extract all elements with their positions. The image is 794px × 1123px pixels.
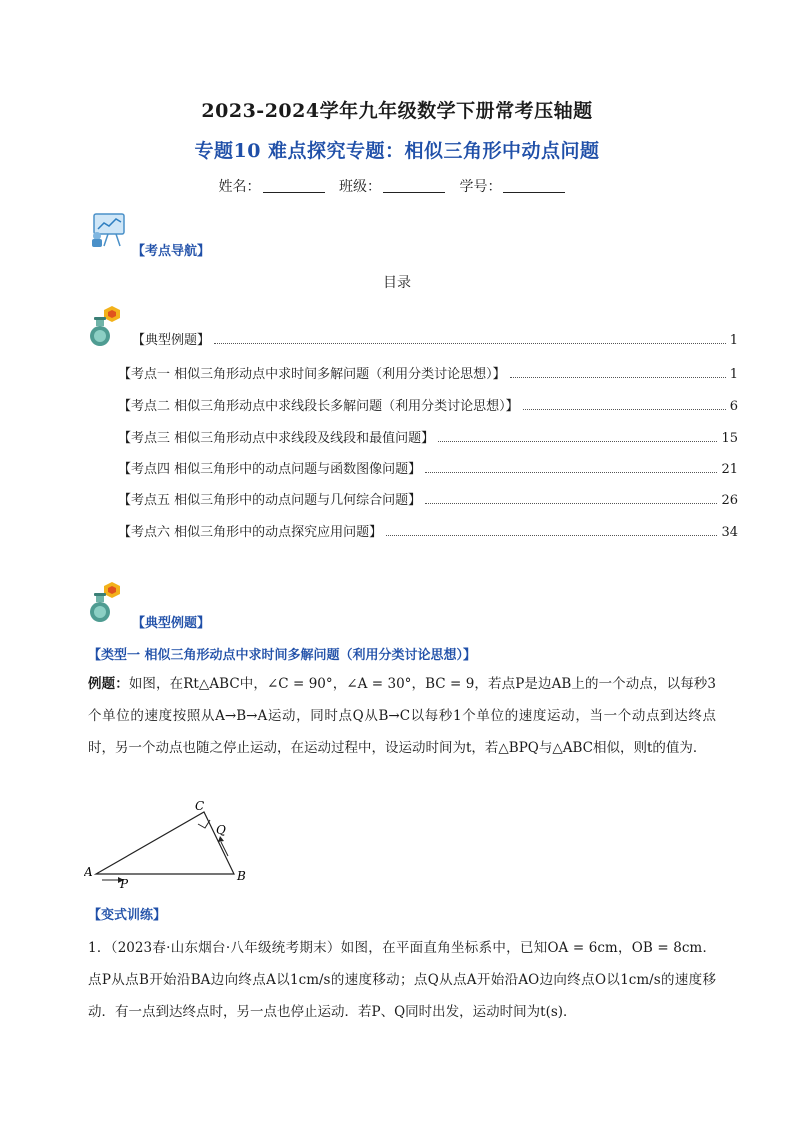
toc-item-page: 6	[729, 399, 738, 414]
presentation-board-icon	[88, 212, 128, 248]
toc-item-page: 21	[721, 462, 738, 477]
toc-item-page: 34	[721, 525, 738, 540]
example-prefix: 例题：	[88, 676, 129, 692]
label-B: B	[237, 869, 246, 883]
toc-item[interactable]	[118, 426, 738, 446]
toc-item-label: 【考点四 相似三角形中的动点问题与函数图像问题】	[118, 462, 422, 477]
triangle-figure	[84, 798, 264, 890]
toc-title: 目录	[383, 275, 411, 291]
document-subtitle: 专题10 难点探究专题：相似三角形中动点问题	[194, 140, 600, 162]
name-blank[interactable]	[263, 178, 325, 193]
document-title: 2023-2024学年九年级数学下册常考压轴题	[201, 100, 593, 122]
nav-label: 【考点导航】	[132, 244, 211, 259]
toc-item-label: 【考点一 相似三角形动点中求时间多解问题（利用分类讨论思想）】	[118, 367, 506, 382]
label-C: C	[195, 799, 205, 813]
toc-leader	[425, 471, 717, 473]
variant-label: 【变式训练】	[88, 908, 167, 923]
toc-item-label: 【考点六 相似三角形中的动点探究应用问题】	[118, 525, 383, 540]
toc-leader	[523, 408, 726, 410]
name-label: 姓名：	[218, 179, 261, 195]
toc-leader	[438, 440, 717, 442]
toc-leader	[386, 534, 717, 536]
toc-item-label: 【考点五 相似三角形中的动点问题与几何综合问题】	[118, 493, 422, 508]
class-label: 班级：	[339, 179, 381, 195]
toc-item-page: 15	[721, 431, 738, 446]
toc-item[interactable]	[118, 457, 738, 477]
id-label: 学号：	[459, 179, 502, 195]
toc-item[interactable]	[118, 362, 738, 382]
toc-leader	[214, 342, 726, 344]
toc-item-label: 【考点二 相似三角形动点中求线段长多解问题（利用分类讨论思想）】	[118, 399, 519, 414]
example-text: 如图，在Rt△ABC中，∠C = 90°，∠A = 30°，BC = 9，若点P是边AB上的一个动点，以每秒3个单位的速度按照从A→B→A运动，同时点Q从B→C以每秒1个单位的速度运动，当一个动点到达终点时，另一个动点也随之停止运动，在运动过程中，设运动时间为t，若△BPQ与△ABC相似，则t的值为．	[88, 676, 716, 756]
toc-item[interactable]	[118, 488, 738, 508]
example-paragraph	[88, 668, 716, 764]
toc-leader	[510, 376, 726, 378]
toc-item-label: 【考点三 相似三角形动点中求线段及线段和最值问题】	[118, 431, 435, 446]
label-P: P	[120, 877, 129, 890]
id-blank[interactable]	[503, 178, 565, 193]
toc-item[interactable]	[132, 328, 738, 348]
type-heading: 【类型一 相似三角形动点中求时间多解问题（利用分类讨论思想）】	[88, 648, 477, 663]
label-A: A	[84, 865, 93, 879]
toc-leader	[425, 502, 717, 504]
exercise-paragraph: 1．（2023春·山东烟台·八年级统考期末）如图，在平面直角坐标系中，已知OA = 6cm，OB = 8cm．点P从点B开始沿BA边向终点A以1cm/s的速度移动；点Q从点A开始沿AO边向终点O以1cm/s的速度移动．有一点到达终点时，另一点也停止运动．若P、Q同时出发，运动时间为t(s)．	[88, 940, 716, 1020]
flask-icon	[88, 304, 128, 348]
toc-item[interactable]	[118, 520, 738, 540]
student-info-line	[0, 176, 794, 196]
toc-item[interactable]	[118, 394, 738, 414]
flask-icon	[88, 580, 128, 624]
toc-item-label: 【典型例题】	[132, 333, 211, 348]
class-blank[interactable]	[383, 178, 445, 193]
toc-item-page: 1	[729, 367, 738, 382]
toc-item-page: 26	[721, 493, 738, 508]
toc-item-page: 1	[729, 333, 738, 348]
label-Q: Q	[216, 823, 226, 837]
section-label: 【典型例题】	[132, 616, 211, 631]
